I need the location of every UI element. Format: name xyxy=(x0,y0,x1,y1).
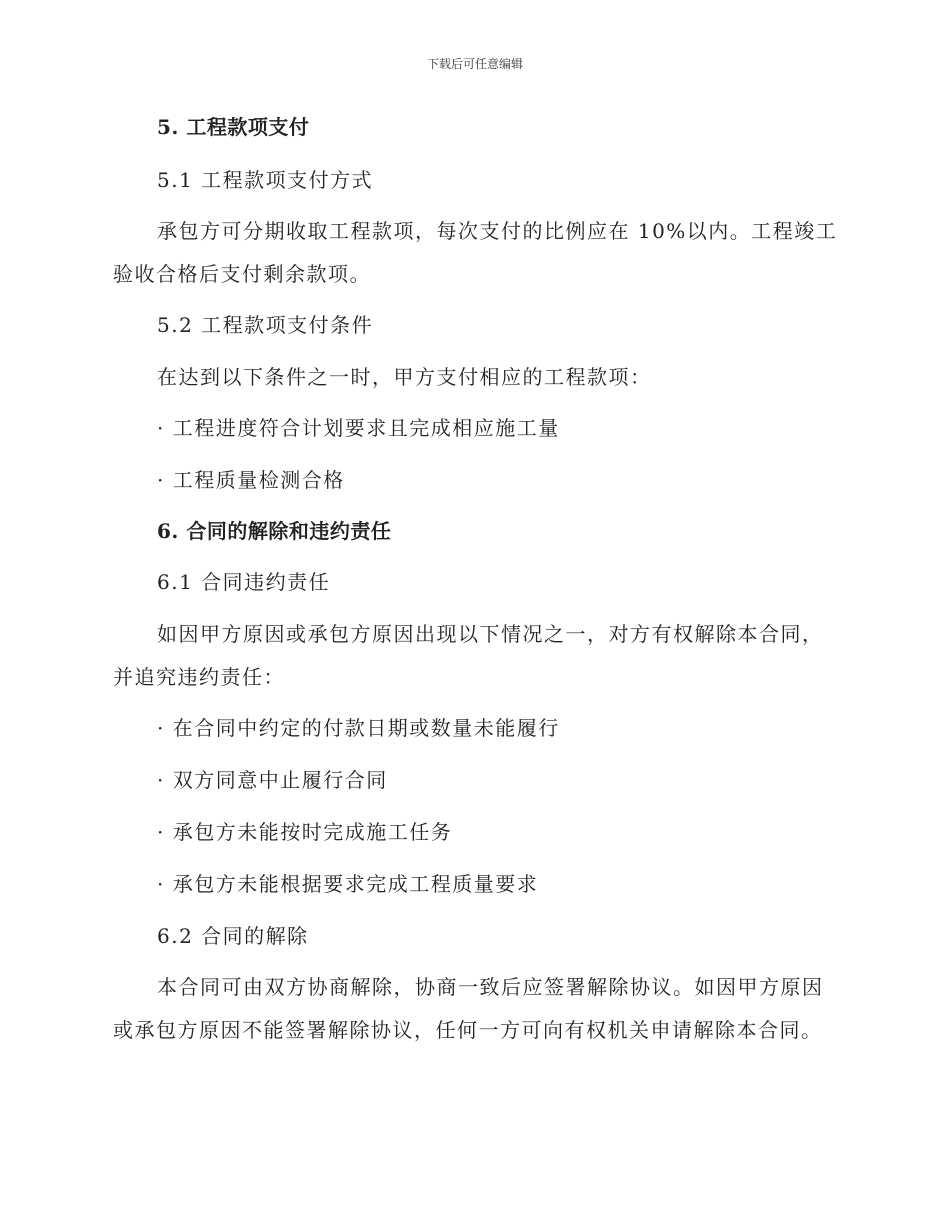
list-item: · 承包方未能根据要求完成工程质量要求 xyxy=(157,872,539,896)
section-5-1-title: 5.1 工程款项支付方式 xyxy=(157,168,374,192)
list-item: · 工程质量检测合格 xyxy=(157,468,345,492)
header-note: 下载后可任意编辑 xyxy=(426,57,523,71)
section-6-1-paragraph-line-2: 并追究违约责任： xyxy=(113,665,285,689)
list-item: · 在合同中约定的付款日期或数量未能履行 xyxy=(157,716,560,740)
section-5-2-intro: 在达到以下条件之一时，甲方支付相应的工程款项： xyxy=(157,365,652,389)
section-5-1-paragraph-line-2: 验收合格后支付剩余款项。 xyxy=(113,262,371,286)
section-6-title: 6. 合同的解除和违约责任 xyxy=(157,519,392,543)
section-5-title: 5. 工程款项支付 xyxy=(157,115,310,139)
section-5-2-title: 5.2 工程款项支付条件 xyxy=(157,313,374,337)
section-6-1-paragraph-line-1: 如因甲方原因或承包方原因出现以下情况之一，对方有权解除本合同， xyxy=(157,622,824,646)
section-5-1-paragraph-line-1: 承包方可分期收取工程款项，每次支付的比例应在 10%以内。工程竣工 xyxy=(157,219,838,243)
list-item: · 双方同意中止履行合同 xyxy=(157,768,388,792)
section-6-2-title: 6.2 合同的解除 xyxy=(157,924,309,948)
section-6-2-paragraph-line-2: 或承包方原因不能签署解除协议，任何一方可向有权机关申请解除本合同。 xyxy=(113,1018,823,1042)
list-item: · 工程进度符合计划要求且完成相应施工量 xyxy=(157,416,560,440)
list-item: · 承包方未能按时完成施工任务 xyxy=(157,820,453,844)
section-6-1-title: 6.1 合同违约责任 xyxy=(157,570,331,594)
section-6-2-paragraph-line-1: 本合同可由双方协商解除，协商一致后应签署解除协议。如因甲方原因 xyxy=(157,975,824,999)
